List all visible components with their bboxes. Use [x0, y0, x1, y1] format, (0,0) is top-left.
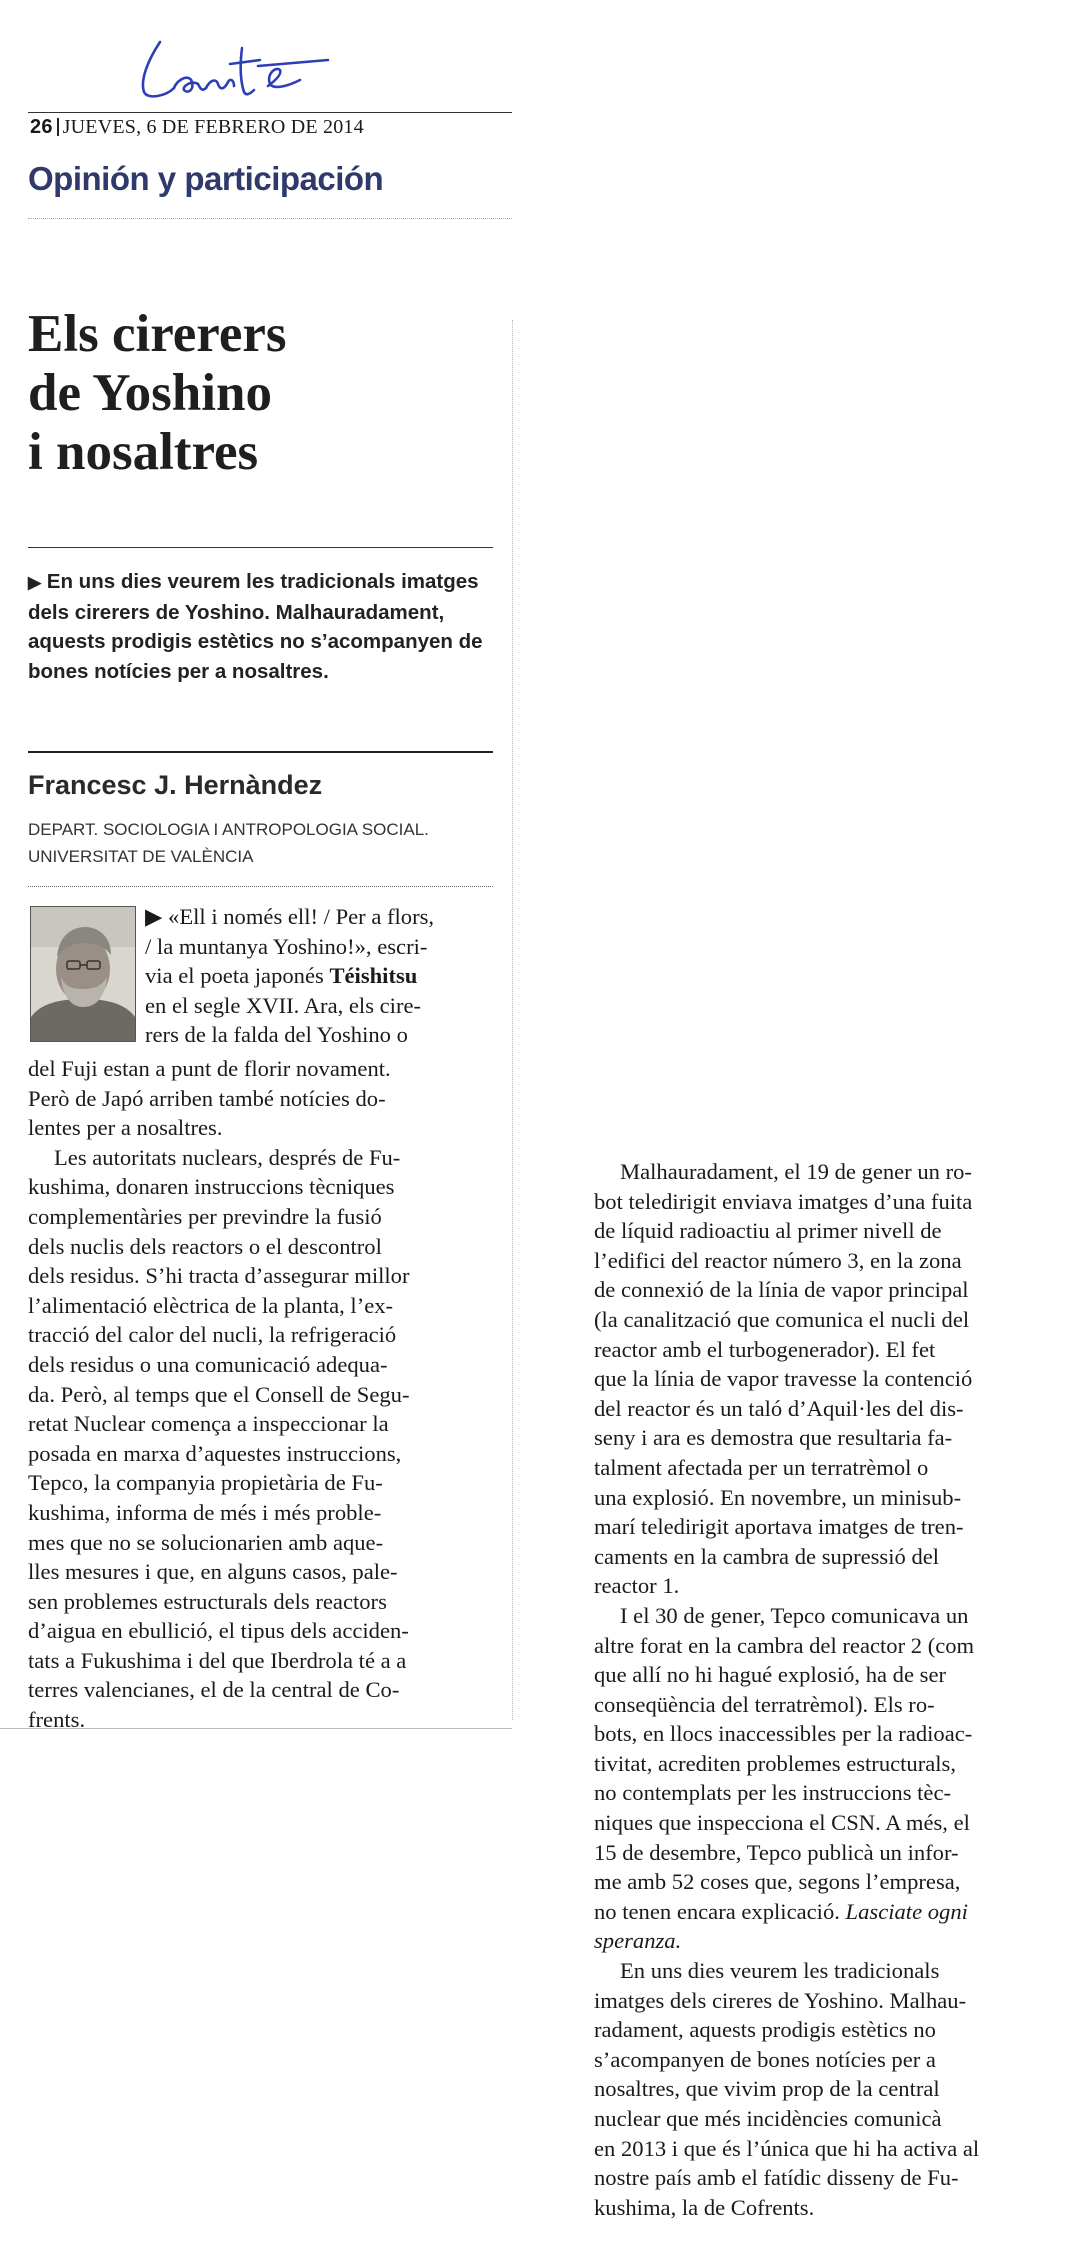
- body-line: imatges dels cireres de Yoshino. Malhau-: [594, 1987, 967, 2013]
- body-line: (la canalització que comunica el nucli del: [594, 1306, 970, 1332]
- body-line: tracció del calor del nucli, la refrigeració: [28, 1322, 397, 1348]
- body-line: conseqüència del terratrèmol). Els ro-: [594, 1691, 935, 1717]
- body-line: que allí no hi hagué explosió, ha de ser: [594, 1662, 946, 1688]
- column-rule: [512, 320, 513, 1720]
- body-line: En uns dies veurem les tradicionals: [620, 1958, 940, 1984]
- body-line: mes que no se solucionarien amb aque-: [28, 1529, 384, 1555]
- body-line: tats a Fukushima i del que Iberdrola té a a: [28, 1647, 407, 1673]
- author-photo: [30, 906, 136, 1042]
- body-line: nuclear que més incidències comunicà: [594, 2106, 942, 2131]
- body-line: retat Nuclear comença a inspeccionar la: [28, 1411, 389, 1437]
- body-line: caments en la cambra de supressió del: [594, 1543, 940, 1569]
- body-line: speranza.: [594, 1928, 682, 1954]
- body-line: lles mesures i que, en alguns casos, pale-: [28, 1559, 398, 1585]
- body-line: da. Però, al temps que el Consell de Segu-: [28, 1381, 410, 1407]
- page-number: 26: [30, 116, 53, 138]
- body-line: en 2013 i que és l’única que hi ha activa al: [594, 2135, 980, 2161]
- body-line: terres valencianes, el de la central de Co-: [28, 1677, 400, 1703]
- italic-quote: Lasciate ogni: [845, 1898, 968, 1924]
- body-line: reactor amb el turbogenerador). El fet: [594, 1336, 936, 1362]
- body-line: tivitat, acrediten problemes estructurals,: [594, 1750, 956, 1776]
- body-line: Tepco, la companyia propietària de Fu-: [28, 1470, 383, 1496]
- section-title: Opinión y participación: [28, 160, 384, 197]
- article-body-left: [28, 1054, 410, 1735]
- body-line: complementàries per previndre la fusió: [28, 1203, 382, 1229]
- body-line: kushima, informa de més i més proble-: [28, 1499, 382, 1525]
- body-line: lentes per a nosaltres.: [28, 1115, 223, 1141]
- body-line: nostre país amb el fatídic disseny de Fu-: [594, 2165, 959, 2191]
- body-line: l’alimentació elèctrica de la planta, l’ex-: [28, 1292, 394, 1318]
- author-affiliation: [28, 816, 498, 870]
- title-rule: [28, 547, 493, 548]
- standfirst-text: En uns dies veurem les tradicionals imatges dels cirerers de Yoshino. Malhauradament, aquests prodigis estètics no s’acompanyen de bones notícies per a nosaltres.: [28, 570, 483, 683]
- body-line: l’edifici del reactor número 3, en la zona: [594, 1247, 962, 1273]
- standfirst-arrow-icon: ▶: [28, 573, 42, 592]
- body-line: posada en marxa d’aquestes instruccions,: [28, 1440, 402, 1466]
- body-line: sen problemes estructurals dels reactors: [28, 1588, 387, 1614]
- body-line: Les autoritats nuclears, després de Fu-: [54, 1144, 401, 1170]
- body-line: nosaltres, que vivim prop de la central: [594, 2076, 940, 2102]
- affiliation-line-1: DEPART. SOCIOLOGIA I ANTROPOLOGIA SOCIAL.: [28, 820, 429, 839]
- header-rule: [28, 112, 512, 113]
- body-line: bot teledirigit enviava imatges d’una fuita: [594, 1188, 973, 1214]
- body-line: del Fuji estan a punt de florir novament.: [28, 1056, 391, 1081]
- affiliation-line-2: UNIVERSITAT DE VALÈNCIA: [28, 847, 254, 866]
- body-line: del reactor és un taló d’Aquil·les del dis-: [594, 1395, 964, 1421]
- article-intro: [145, 902, 434, 1050]
- standfirst-rule: [28, 751, 493, 753]
- body-line: Però de Japó arriben també notícies do-: [28, 1085, 386, 1111]
- body-line: me amb 52 coses que, segons l’empresa,: [594, 1869, 961, 1895]
- handwritten-logo: [130, 30, 340, 110]
- intro-line: [145, 961, 434, 991]
- body-line: niques que inspecciona el CSN. A més, el: [594, 1810, 970, 1836]
- article-title: Els cirerers de Yoshino i nosaltres: [28, 305, 287, 481]
- body-line: [594, 1897, 979, 1927]
- body-line: I el 30 de gener, Tepco comunicava un: [620, 1602, 969, 1628]
- body-line: dels residus o una comunicació adequa-: [28, 1351, 388, 1377]
- body-line: dels residus. S’hi tracta d’assegurar millor: [28, 1263, 410, 1289]
- body-line: talment afectada per un terratrèmol o: [594, 1454, 929, 1480]
- intro-line: / la muntanya Yoshino!», escri-: [145, 933, 428, 959]
- body-line: bots, en llocs inaccessibles per la radioac-: [594, 1721, 973, 1747]
- intro-line: rers de la falda del Yoshino o: [145, 1022, 408, 1048]
- body-line-text: no tenen encara explicació.: [594, 1898, 846, 1924]
- standfirst: [28, 567, 498, 686]
- poet-name: Téishitsu: [329, 963, 418, 989]
- section-rule: [28, 218, 512, 219]
- body-line: dels nuclis dels reactors o el descontrol: [28, 1233, 382, 1259]
- intro-line-text: via el poeta japonés: [145, 963, 330, 989]
- body-line: una explosió. En novembre, un minisub-: [594, 1484, 962, 1510]
- body-line: Malhauradament, el 19 de gener un ro-: [620, 1159, 972, 1184]
- body-line: que la línia de vapor travesse la contenció: [594, 1366, 973, 1392]
- body-line: altre forat en la cambra del reactor 2 (com: [594, 1632, 975, 1658]
- body-line: de líquid radioactiu al primer nivell de: [594, 1218, 942, 1244]
- body-line: frents.: [28, 1707, 86, 1733]
- intro-line: ▶ «Ell i només ell! / Per a flors,: [145, 904, 435, 929]
- body-line: radament, aquests prodigis estètics no: [594, 2017, 936, 2043]
- body-line: d’aigua en ebullició, el tipus dels acciden-: [28, 1618, 409, 1644]
- body-line: 15 de desembre, Tepco publicà un infor-: [594, 1839, 959, 1865]
- dateline-divider: [57, 118, 59, 136]
- publication-date: JUEVES, 6 DE FEBRERO DE 2014: [62, 116, 364, 138]
- byline-rule: [28, 886, 493, 887]
- body-line: de connexió de la línia de vapor principal: [594, 1277, 969, 1303]
- intro-line: en el segle XVII. Ara, els cire-: [145, 992, 422, 1018]
- body-line: kushima, donaren instruccions tècniques: [28, 1174, 395, 1200]
- body-line: reactor 1.: [594, 1573, 680, 1599]
- body-line: marí teledirigit aportava imatges de tren-: [594, 1514, 964, 1540]
- author-name: Francesc J. Hernàndez: [28, 770, 323, 800]
- body-line: no contemplats per les instruccions tèc-: [594, 1780, 951, 1806]
- body-line: s’acompanyen de bones notícies per a: [594, 2046, 936, 2072]
- body-line: seny i ara es demostra que resultaria fa-: [594, 1425, 953, 1451]
- dateline: [30, 116, 364, 139]
- article-body-right: [594, 1157, 979, 2222]
- body-line: kushima, la de Cofrents.: [594, 2194, 815, 2220]
